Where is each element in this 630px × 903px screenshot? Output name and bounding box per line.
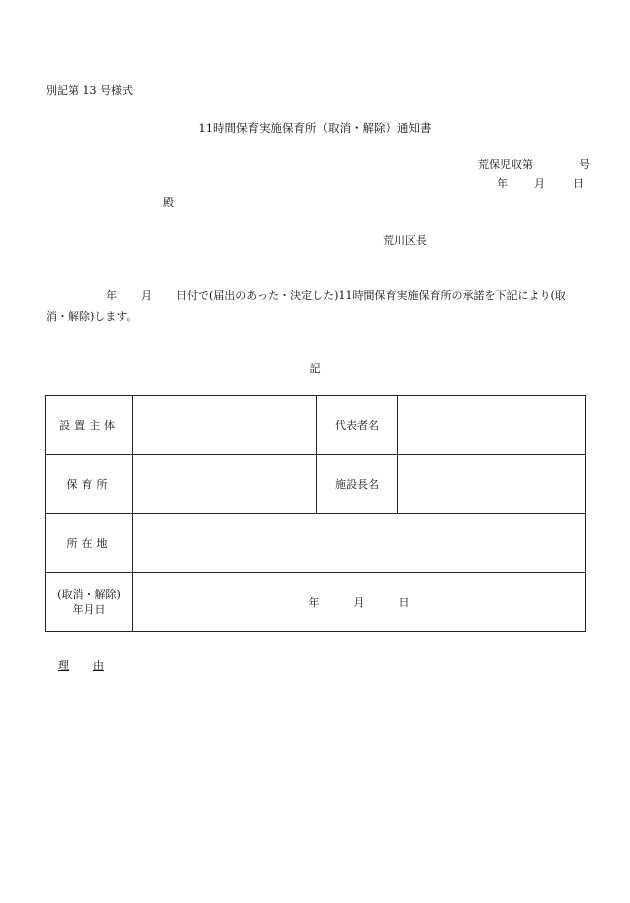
notice-body	[46, 285, 586, 327]
reference-prefix: 荒保児収第	[478, 158, 533, 171]
founder-value	[133, 396, 317, 455]
row-label-address: 所在地	[46, 514, 133, 573]
cancel-month-label: 月	[353, 596, 365, 609]
table-row	[46, 514, 586, 573]
table-row	[46, 396, 586, 455]
table-row	[46, 573, 586, 632]
document-title: 11時間保育実施保育所（取消・解除）通知書	[198, 121, 432, 135]
cancel-date-label-line2: 年月日	[72, 603, 106, 616]
body-year-label: 年	[106, 289, 117, 302]
ki-heading: 記	[309, 362, 321, 375]
addressee-honorific: 殿	[163, 196, 174, 209]
representative-value	[398, 396, 586, 455]
reference-suffix: 号	[579, 158, 590, 171]
cancel-year-label: 年	[308, 596, 320, 609]
row-label-nursery: 保育所	[46, 455, 133, 514]
director-value	[398, 455, 586, 514]
reason-heading	[58, 657, 104, 673]
reference-number	[478, 156, 590, 172]
reason-char-1: 理	[58, 659, 69, 672]
details-table	[45, 395, 586, 632]
cancel-date-label-line1: (取消・解除)	[57, 588, 121, 601]
cancel-day-label: 日	[398, 596, 410, 609]
issue-month-label: 月	[534, 177, 545, 190]
nursery-value	[133, 455, 317, 514]
row-label-cancel-date	[46, 573, 133, 632]
body-text: 日付で(届出のあった・決定した)11時間保育実施保育所の承諾を下記により(取消・解除)します。	[46, 289, 566, 323]
body-month-label: 月	[141, 289, 152, 302]
issue-year-label: 年	[497, 177, 508, 190]
cancel-date-value	[133, 573, 586, 632]
row-label-founder: 設置主体	[46, 396, 133, 455]
form-number: 別記第 13 号様式	[46, 84, 133, 97]
issuer-name: 荒川区長	[383, 234, 427, 247]
reason-char-2: 由	[93, 659, 104, 672]
table-row	[46, 455, 586, 514]
issue-day-label: 日	[573, 177, 584, 190]
row-label-representative: 代表者名	[317, 396, 398, 455]
row-label-director: 施設長名	[317, 455, 398, 514]
address-value	[133, 514, 586, 573]
issue-date	[497, 175, 584, 191]
